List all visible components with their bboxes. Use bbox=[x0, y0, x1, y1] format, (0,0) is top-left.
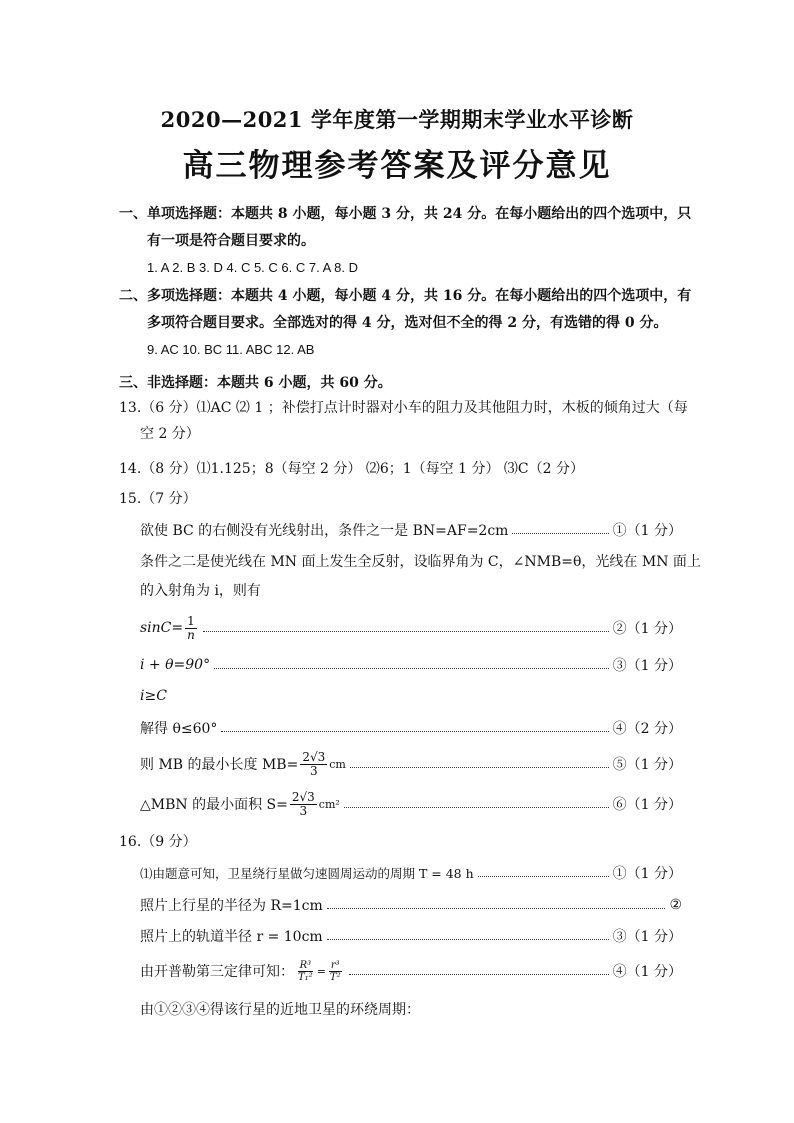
q13-line2: 空 2 分） bbox=[140, 426, 200, 442]
q15-para3: 的入射角为 i，则有 bbox=[140, 583, 261, 599]
leader-dots bbox=[203, 631, 609, 632]
q16-step1-text: ⑴由题意可知，卫星绕行星做匀速圆周运动的周期 T = 48 h bbox=[140, 866, 474, 881]
q15-min-area-text: △MBN 的最小面积 S= bbox=[140, 797, 288, 813]
q16-step2-score: ② bbox=[669, 897, 682, 913]
unit-label: cm² bbox=[318, 797, 340, 811]
fraction bbox=[328, 960, 343, 983]
fraction-denominator: 3 bbox=[299, 803, 308, 818]
leader-dots bbox=[214, 668, 609, 669]
q16-step1-score: ①（1 分） bbox=[612, 866, 682, 882]
q15-solution-theta-text: 解得 θ≤60° bbox=[140, 721, 218, 737]
fraction-denominator: n bbox=[187, 627, 195, 642]
q16-step2 bbox=[140, 893, 682, 917]
q15-solution-theta-score: ④（2 分） bbox=[612, 721, 682, 737]
q15-para2: 条件之二是使光线在 MN 面上发生全反射，设临界角为 C，∠NMB=θ，光线在 MN 面上 bbox=[140, 554, 701, 570]
section3-heading: 三、非选择题：本题共 6 小题，共 60 分。 bbox=[119, 375, 392, 391]
fraction-numerator: 1 bbox=[187, 613, 195, 628]
exam-title: 2020—2021 学年度第一学期期末学业水平诊断 bbox=[160, 107, 634, 132]
q15-step1-score: ①（1 分） bbox=[612, 523, 682, 539]
q15-formula-condition-text: i≥C bbox=[140, 688, 167, 704]
q15-step1 bbox=[140, 518, 682, 542]
q16-step1 bbox=[140, 861, 682, 885]
fraction bbox=[296, 960, 315, 983]
fraction-numerator: 2√3 bbox=[291, 789, 315, 804]
page-title: 高三物理参考答案及评分意见 bbox=[182, 148, 612, 184]
q15-min-area bbox=[140, 789, 682, 818]
fraction-numerator: R³ bbox=[299, 959, 312, 971]
section2-heading-line1: 二、多项选择题：本题共 4 小题，每小题 4 分，共 16 分。在每小题给出的四个选项中，有 bbox=[119, 288, 692, 304]
q13-line1: 13.（6 分）⑴AC ⑵ 1 ；补偿打点计时器对小车的阻力及其他阻力时，木板的倾角过大（每 bbox=[119, 400, 688, 416]
q15-formula-condition bbox=[140, 684, 682, 708]
q16-step3 bbox=[140, 924, 682, 948]
leader-dots bbox=[478, 876, 609, 877]
fraction-denominator: T₁² bbox=[298, 971, 313, 983]
q16-step2-text: 照片上行星的半径为 R=1cm bbox=[140, 898, 323, 914]
fraction bbox=[300, 751, 327, 778]
q15-step1-text: 欲使 BC 的右侧没有光线射出，条件之一是 BN=AF=2cm bbox=[140, 523, 509, 539]
leader-dots bbox=[344, 807, 609, 808]
q15-formula-sinC bbox=[140, 613, 682, 642]
fraction bbox=[290, 791, 317, 818]
fraction bbox=[185, 615, 197, 642]
q15-min-area-score: ⑥（1 分） bbox=[612, 797, 682, 813]
q16-conclusion: 由①②③④得该行星的近地卫星的环绕周期： bbox=[140, 1002, 420, 1018]
fraction-numerator: r³ bbox=[330, 959, 340, 971]
q16-kepler-score: ④（1 分） bbox=[612, 964, 682, 980]
leader-dots bbox=[349, 974, 609, 975]
q15-formula-angle-sum bbox=[140, 653, 682, 677]
leader-dots bbox=[327, 908, 666, 909]
q15-formula-sinC-lhs: sinC= bbox=[140, 620, 184, 636]
leader-dots bbox=[512, 533, 608, 534]
q16-kepler bbox=[140, 956, 682, 986]
q15-heading: 15.（7 分） bbox=[119, 491, 197, 507]
leader-dots bbox=[327, 939, 609, 940]
leader-dots bbox=[221, 731, 608, 732]
fraction-numerator: 2√3 bbox=[302, 749, 326, 764]
section1-answers: 1. A 2. B 3. D 4. C 5. C 6. C 7. A 8. D bbox=[147, 260, 358, 275]
q15-formula-sinC-score: ②（1 分） bbox=[612, 621, 682, 637]
section2-heading-line2: 多项符合题目要求。全部选对的得 4 分，选对但不全的得 2 分，有选错的得 0 分。 bbox=[147, 315, 668, 331]
q15-min-MB-score: ⑤（1 分） bbox=[612, 757, 682, 773]
section1-heading-line1: 一、单项选择题：本题共 8 小题，每小题 3 分，共 24 分。在每小题给出的四个选项中，只 bbox=[119, 206, 692, 222]
q15-min-MB bbox=[140, 749, 682, 778]
q15-min-MB-text: 则 MB 的最小长度 MB= bbox=[140, 757, 299, 773]
fraction-denominator: 3 bbox=[309, 763, 318, 778]
q16-heading: 16.（9 分） bbox=[119, 834, 197, 850]
unit-label: cm bbox=[329, 757, 346, 771]
q16-step3-score: ③（1 分） bbox=[612, 929, 682, 945]
section1-heading-line2: 有一项是符合题目要求的。 bbox=[147, 233, 315, 249]
q15-formula-angle-sum-score: ③（1 分） bbox=[612, 658, 682, 674]
q16-kepler-text: 由开普勒第三定律可知： bbox=[140, 964, 294, 980]
section2-answers: 9. AC 10. BC 11. ABC 12. AB bbox=[147, 342, 315, 357]
q15-formula-angle-sum-text: i + θ=90° bbox=[140, 657, 211, 673]
fraction-denominator: T² bbox=[329, 971, 341, 983]
q16-step3-text: 照片上的轨道半径 r = 10cm bbox=[140, 929, 323, 945]
q15-solution-theta bbox=[140, 716, 682, 740]
leader-dots bbox=[350, 767, 609, 768]
q14-line1: 14.（8 分）⑴1.125；8（每空 2 分） ⑵6；1（每空 1 分） ⑶C（2 分） bbox=[119, 461, 585, 477]
equals-sign: = bbox=[316, 964, 326, 978]
